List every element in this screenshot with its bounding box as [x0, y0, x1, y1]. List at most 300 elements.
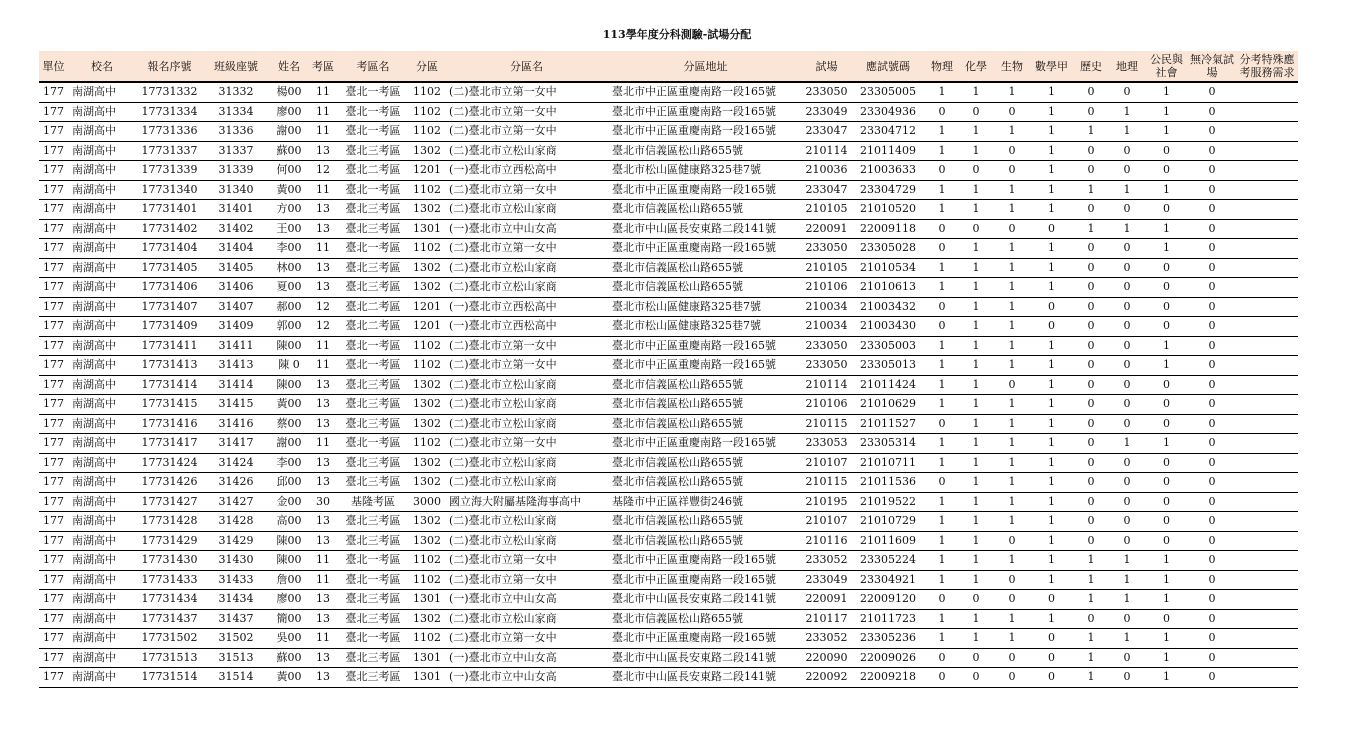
table-row [39, 609, 1298, 629]
cell-chemistry: 0 [958, 102, 994, 122]
cell-biology: 0 [994, 161, 1030, 181]
cell-math-a: 0 [1030, 297, 1073, 317]
cell-sub-area-name: (一)臺北市立中山女高 [445, 219, 608, 239]
cell-biology: 1 [994, 200, 1030, 220]
cell-biology: 0 [994, 590, 1030, 610]
cell-exam-area-name: 臺北一考區 [337, 356, 409, 376]
cell-history: 1 [1073, 668, 1109, 688]
cell-exam-room: 210105 [803, 200, 850, 220]
cell-history: 0 [1073, 434, 1109, 454]
cell-name: 楊00 [269, 82, 309, 102]
cell-chemistry: 1 [958, 551, 994, 571]
cell-name: 黃00 [269, 668, 309, 688]
cell-exam-area-code: 13 [309, 648, 337, 668]
cell-school: 南湖高中 [68, 356, 136, 376]
cell-reg-no: 17731429 [136, 531, 203, 551]
cell-admission-no: 21011424 [850, 375, 926, 395]
cell-exam-room: 210116 [803, 531, 850, 551]
cell-math-a: 1 [1030, 239, 1073, 259]
cell-class-seat: 31401 [203, 200, 269, 220]
cell-geography: 0 [1109, 668, 1145, 688]
cell-math-a: 1 [1030, 122, 1073, 142]
cell-math-a: 1 [1030, 278, 1073, 298]
cell-unit: 177 [39, 453, 68, 473]
cell-school: 南湖高中 [68, 122, 136, 142]
cell-name: 廖00 [269, 590, 309, 610]
cell-special-service [1236, 161, 1298, 181]
cell-name: 簡00 [269, 609, 309, 629]
cell-admission-no: 23305003 [850, 336, 926, 356]
cell-sub-area-name: (一)臺北市立中山女高 [445, 590, 608, 610]
cell-class-seat: 31405 [203, 258, 269, 278]
cell-biology: 1 [994, 258, 1030, 278]
cell-chemistry: 1 [958, 375, 994, 395]
cell-civics: 1 [1145, 590, 1188, 610]
cell-geography: 0 [1109, 414, 1145, 434]
cell-exam-room: 233052 [803, 629, 850, 649]
table-row [39, 141, 1298, 161]
cell-exam-area-name: 臺北一考區 [337, 180, 409, 200]
cell-sub-area-address: 臺北市中正區重慶南路一段165號 [608, 570, 803, 590]
cell-class-seat: 31433 [203, 570, 269, 590]
cell-special-service [1236, 668, 1298, 688]
cell-unit: 177 [39, 648, 68, 668]
cell-civics: 0 [1145, 414, 1188, 434]
cell-physics: 0 [926, 648, 958, 668]
cell-civics: 0 [1145, 141, 1188, 161]
cell-physics: 1 [926, 141, 958, 161]
cell-special-service [1236, 531, 1298, 551]
cell-physics: 0 [926, 668, 958, 688]
cell-geography: 0 [1109, 375, 1145, 395]
cell-chemistry: 1 [958, 239, 994, 259]
cell-name: 李00 [269, 239, 309, 259]
cell-admission-no: 21011609 [850, 531, 926, 551]
cell-biology: 1 [994, 356, 1030, 376]
cell-physics: 1 [926, 531, 958, 551]
cell-no-ac-room: 0 [1188, 473, 1236, 493]
cell-sub-area-code: 1102 [409, 551, 445, 571]
cell-unit: 177 [39, 512, 68, 532]
cell-sub-area-name: (二)臺北市立第一女中 [445, 82, 608, 102]
cell-unit: 177 [39, 258, 68, 278]
cell-unit: 177 [39, 668, 68, 688]
cell-sub-area-address: 臺北市信義區松山路655號 [608, 531, 803, 551]
cell-unit: 177 [39, 629, 68, 649]
cell-physics: 0 [926, 239, 958, 259]
cell-special-service [1236, 297, 1298, 317]
table-row [39, 531, 1298, 551]
cell-sub-area-code: 1102 [409, 434, 445, 454]
cell-geography: 1 [1109, 570, 1145, 590]
cell-sub-area-code: 1302 [409, 200, 445, 220]
cell-sub-area-name: (二)臺北市立松山家商 [445, 609, 608, 629]
cell-no-ac-room: 0 [1188, 122, 1236, 142]
cell-sub-area-code: 1301 [409, 668, 445, 688]
cell-school: 南湖高中 [68, 668, 136, 688]
cell-math-a: 1 [1030, 492, 1073, 512]
cell-school: 南湖高中 [68, 317, 136, 337]
cell-exam-area-name: 臺北三考區 [337, 141, 409, 161]
cell-sub-area-name: (一)臺北市立中山女高 [445, 648, 608, 668]
cell-civics: 0 [1145, 395, 1188, 415]
cell-unit: 177 [39, 317, 68, 337]
cell-reg-no: 17731339 [136, 161, 203, 181]
cell-name: 陳00 [269, 531, 309, 551]
cell-exam-area-name: 臺北一考區 [337, 629, 409, 649]
cell-chemistry: 1 [958, 531, 994, 551]
header-sub-area-address: 分區地址 [608, 51, 803, 82]
cell-biology: 1 [994, 239, 1030, 259]
cell-exam-area-code: 13 [309, 278, 337, 298]
cell-exam-area-name: 臺北一考區 [337, 102, 409, 122]
cell-class-seat: 31513 [203, 648, 269, 668]
cell-geography: 1 [1109, 629, 1145, 649]
cell-sub-area-address: 臺北市中正區重慶南路一段165號 [608, 336, 803, 356]
cell-exam-area-name: 臺北三考區 [337, 668, 409, 688]
cell-school: 南湖高中 [68, 180, 136, 200]
table-row [39, 629, 1298, 649]
cell-unit: 177 [39, 161, 68, 181]
cell-sub-area-code: 3000 [409, 492, 445, 512]
cell-unit: 177 [39, 239, 68, 259]
cell-special-service [1236, 141, 1298, 161]
cell-civics: 0 [1145, 512, 1188, 532]
cell-math-a: 1 [1030, 395, 1073, 415]
header-history: 歷史 [1073, 51, 1109, 82]
cell-unit: 177 [39, 531, 68, 551]
cell-sub-area-address: 臺北市信義區松山路655號 [608, 414, 803, 434]
cell-sub-area-address: 臺北市中正區重慶南路一段165號 [608, 629, 803, 649]
cell-math-a: 0 [1030, 317, 1073, 337]
header-civics: 公民與社會 [1145, 51, 1188, 82]
cell-sub-area-address: 臺北市中正區重慶南路一段165號 [608, 434, 803, 454]
table-row [39, 161, 1298, 181]
cell-chemistry: 1 [958, 609, 994, 629]
cell-civics: 1 [1145, 180, 1188, 200]
cell-class-seat: 31411 [203, 336, 269, 356]
cell-sub-area-address: 臺北市中正區重慶南路一段165號 [608, 356, 803, 376]
cell-math-a: 1 [1030, 570, 1073, 590]
cell-sub-area-name: (二)臺北市立第一女中 [445, 629, 608, 649]
cell-geography: 0 [1109, 453, 1145, 473]
cell-chemistry: 1 [958, 297, 994, 317]
cell-civics: 0 [1145, 297, 1188, 317]
cell-no-ac-room: 0 [1188, 297, 1236, 317]
cell-math-a: 0 [1030, 219, 1073, 239]
cell-school: 南湖高中 [68, 609, 136, 629]
cell-exam-area-name: 臺北三考區 [337, 395, 409, 415]
cell-geography: 1 [1109, 551, 1145, 571]
cell-unit: 177 [39, 375, 68, 395]
cell-school: 南湖高中 [68, 648, 136, 668]
table-row [39, 453, 1298, 473]
cell-exam-area-code: 11 [309, 336, 337, 356]
header-no-ac-room: 無冷氣試場 [1188, 51, 1236, 82]
cell-exam-area-code: 13 [309, 473, 337, 493]
cell-sub-area-address: 臺北市中山區長安東路二段141號 [608, 590, 803, 610]
cell-sub-area-code: 1102 [409, 570, 445, 590]
cell-physics: 0 [926, 161, 958, 181]
cell-exam-room: 210106 [803, 395, 850, 415]
cell-sub-area-name: (二)臺北市立第一女中 [445, 102, 608, 122]
cell-geography: 0 [1109, 200, 1145, 220]
cell-math-a: 1 [1030, 609, 1073, 629]
cell-sub-area-address: 臺北市中山區長安東路二段141號 [608, 648, 803, 668]
cell-civics: 1 [1145, 356, 1188, 376]
table-row [39, 668, 1298, 688]
cell-special-service [1236, 473, 1298, 493]
cell-exam-room: 210114 [803, 141, 850, 161]
cell-no-ac-room: 0 [1188, 278, 1236, 298]
cell-history: 0 [1073, 278, 1109, 298]
cell-chemistry: 0 [958, 161, 994, 181]
cell-chemistry: 1 [958, 141, 994, 161]
header-school: 校名 [68, 51, 136, 82]
cell-geography: 0 [1109, 356, 1145, 376]
cell-no-ac-room: 0 [1188, 648, 1236, 668]
cell-geography: 1 [1109, 180, 1145, 200]
cell-name: 謝00 [269, 434, 309, 454]
cell-chemistry: 1 [958, 356, 994, 376]
cell-name: 夏00 [269, 278, 309, 298]
cell-admission-no: 21010613 [850, 278, 926, 298]
table-row [39, 102, 1298, 122]
cell-special-service [1236, 590, 1298, 610]
cell-physics: 1 [926, 570, 958, 590]
header-unit: 單位 [39, 51, 68, 82]
cell-class-seat: 31434 [203, 590, 269, 610]
cell-exam-room: 220091 [803, 219, 850, 239]
cell-exam-room: 233052 [803, 551, 850, 571]
cell-name: 陳00 [269, 551, 309, 571]
cell-exam-area-code: 11 [309, 570, 337, 590]
cell-class-seat: 31407 [203, 297, 269, 317]
cell-biology: 0 [994, 668, 1030, 688]
cell-civics: 1 [1145, 629, 1188, 649]
header-geography: 地理 [1109, 51, 1145, 82]
cell-special-service [1236, 82, 1298, 102]
cell-civics: 1 [1145, 102, 1188, 122]
cell-chemistry: 1 [958, 453, 994, 473]
table-row [39, 180, 1298, 200]
cell-admission-no: 23304936 [850, 102, 926, 122]
cell-civics: 0 [1145, 531, 1188, 551]
cell-math-a: 1 [1030, 102, 1073, 122]
cell-math-a: 1 [1030, 200, 1073, 220]
cell-exam-area-code: 11 [309, 102, 337, 122]
cell-biology: 1 [994, 453, 1030, 473]
cell-reg-no: 17731428 [136, 512, 203, 532]
exam-seating-table [39, 51, 1298, 688]
cell-reg-no: 17731414 [136, 375, 203, 395]
cell-special-service [1236, 453, 1298, 473]
cell-exam-area-name: 臺北一考區 [337, 122, 409, 142]
cell-math-a: 0 [1030, 629, 1073, 649]
cell-no-ac-room: 0 [1188, 200, 1236, 220]
cell-physics: 1 [926, 356, 958, 376]
cell-reg-no: 17731332 [136, 82, 203, 102]
cell-physics: 1 [926, 278, 958, 298]
cell-no-ac-room: 0 [1188, 395, 1236, 415]
cell-geography: 0 [1109, 492, 1145, 512]
cell-math-a: 1 [1030, 473, 1073, 493]
cell-sub-area-address: 臺北市信義區松山路655號 [608, 375, 803, 395]
cell-history: 0 [1073, 239, 1109, 259]
cell-physics: 1 [926, 82, 958, 102]
cell-no-ac-room: 0 [1188, 453, 1236, 473]
cell-no-ac-room: 0 [1188, 609, 1236, 629]
cell-sub-area-address: 臺北市松山區健康路325巷7號 [608, 317, 803, 337]
cell-chemistry: 0 [958, 219, 994, 239]
cell-civics: 1 [1145, 648, 1188, 668]
cell-special-service [1236, 414, 1298, 434]
cell-admission-no: 21003633 [850, 161, 926, 181]
cell-sub-area-code: 1301 [409, 219, 445, 239]
cell-no-ac-room: 0 [1188, 102, 1236, 122]
cell-class-seat: 31430 [203, 551, 269, 571]
cell-sub-area-address: 基隆市中正區祥豐街246號 [608, 492, 803, 512]
cell-biology: 0 [994, 219, 1030, 239]
cell-sub-area-code: 1102 [409, 122, 445, 142]
cell-exam-area-name: 臺北三考區 [337, 512, 409, 532]
header-biology: 生物 [994, 51, 1030, 82]
cell-sub-area-code: 1201 [409, 317, 445, 337]
cell-biology: 1 [994, 278, 1030, 298]
cell-reg-no: 17731336 [136, 122, 203, 142]
cell-geography: 1 [1109, 122, 1145, 142]
cell-reg-no: 17731514 [136, 668, 203, 688]
cell-civics: 0 [1145, 375, 1188, 395]
cell-sub-area-code: 1102 [409, 629, 445, 649]
cell-sub-area-address: 臺北市中正區重慶南路一段165號 [608, 102, 803, 122]
cell-exam-area-code: 13 [309, 375, 337, 395]
cell-exam-room: 233050 [803, 356, 850, 376]
cell-no-ac-room: 0 [1188, 239, 1236, 259]
cell-biology: 1 [994, 629, 1030, 649]
cell-sub-area-code: 1302 [409, 512, 445, 532]
cell-exam-room: 210114 [803, 375, 850, 395]
cell-exam-area-code: 11 [309, 356, 337, 376]
cell-sub-area-code: 1201 [409, 161, 445, 181]
cell-unit: 177 [39, 356, 68, 376]
cell-civics: 0 [1145, 609, 1188, 629]
cell-admission-no: 21011527 [850, 414, 926, 434]
cell-biology: 1 [994, 297, 1030, 317]
cell-sub-area-name: (二)臺北市立第一女中 [445, 356, 608, 376]
cell-sub-area-name: (二)臺北市立第一女中 [445, 239, 608, 259]
header-sub-area-name: 分區名 [445, 51, 608, 82]
cell-civics: 1 [1145, 82, 1188, 102]
cell-sub-area-code: 1102 [409, 180, 445, 200]
cell-name: 王00 [269, 219, 309, 239]
cell-name: 方00 [269, 200, 309, 220]
cell-exam-area-name: 臺北三考區 [337, 453, 409, 473]
cell-name: 吳00 [269, 629, 309, 649]
cell-exam-room: 210107 [803, 453, 850, 473]
cell-class-seat: 31339 [203, 161, 269, 181]
cell-sub-area-name: (二)臺北市立第一女中 [445, 336, 608, 356]
cell-reg-no: 17731407 [136, 297, 203, 317]
cell-no-ac-room: 0 [1188, 336, 1236, 356]
cell-physics: 0 [926, 297, 958, 317]
cell-unit: 177 [39, 590, 68, 610]
cell-exam-room: 233050 [803, 82, 850, 102]
cell-math-a: 1 [1030, 336, 1073, 356]
cell-name: 陳00 [269, 336, 309, 356]
cell-sub-area-code: 1201 [409, 297, 445, 317]
cell-class-seat: 31437 [203, 609, 269, 629]
cell-unit: 177 [39, 336, 68, 356]
cell-history: 0 [1073, 82, 1109, 102]
cell-sub-area-code: 1302 [409, 395, 445, 415]
cell-special-service [1236, 570, 1298, 590]
cell-exam-area-code: 11 [309, 551, 337, 571]
cell-geography: 0 [1109, 82, 1145, 102]
cell-class-seat: 31409 [203, 317, 269, 337]
cell-unit: 177 [39, 102, 68, 122]
cell-exam-room: 210115 [803, 414, 850, 434]
cell-admission-no: 23304921 [850, 570, 926, 590]
cell-reg-no: 17731426 [136, 473, 203, 493]
cell-biology: 0 [994, 102, 1030, 122]
cell-exam-area-name: 臺北三考區 [337, 609, 409, 629]
cell-civics: 1 [1145, 668, 1188, 688]
table-header-row [39, 51, 1298, 82]
cell-school: 南湖高中 [68, 200, 136, 220]
table-row [39, 239, 1298, 259]
cell-history: 1 [1073, 122, 1109, 142]
cell-special-service [1236, 239, 1298, 259]
cell-name: 陳00 [269, 375, 309, 395]
cell-civics: 0 [1145, 278, 1188, 298]
cell-class-seat: 31429 [203, 531, 269, 551]
cell-biology: 1 [994, 551, 1030, 571]
cell-unit: 177 [39, 219, 68, 239]
cell-history: 0 [1073, 258, 1109, 278]
cell-chemistry: 1 [958, 336, 994, 356]
header-physics: 物理 [926, 51, 958, 82]
cell-exam-area-name: 臺北三考區 [337, 414, 409, 434]
cell-name: 黃00 [269, 395, 309, 415]
cell-sub-area-name: (一)臺北市立中山女高 [445, 668, 608, 688]
cell-exam-room: 210117 [803, 609, 850, 629]
cell-exam-room: 233053 [803, 434, 850, 454]
cell-no-ac-room: 0 [1188, 512, 1236, 532]
cell-reg-no: 17731337 [136, 141, 203, 161]
cell-civics: 1 [1145, 219, 1188, 239]
cell-civics: 0 [1145, 453, 1188, 473]
cell-class-seat: 31417 [203, 434, 269, 454]
cell-special-service [1236, 219, 1298, 239]
cell-chemistry: 1 [958, 258, 994, 278]
cell-physics: 0 [926, 317, 958, 337]
cell-sub-area-name: (二)臺北市立松山家商 [445, 414, 608, 434]
cell-no-ac-room: 0 [1188, 629, 1236, 649]
cell-exam-area-name: 臺北三考區 [337, 219, 409, 239]
cell-geography: 0 [1109, 336, 1145, 356]
cell-exam-area-name: 臺北三考區 [337, 648, 409, 668]
cell-history: 0 [1073, 317, 1109, 337]
cell-chemistry: 1 [958, 434, 994, 454]
cell-school: 南湖高中 [68, 395, 136, 415]
cell-special-service [1236, 375, 1298, 395]
cell-unit: 177 [39, 82, 68, 102]
cell-class-seat: 31332 [203, 82, 269, 102]
cell-school: 南湖高中 [68, 629, 136, 649]
cell-special-service [1236, 122, 1298, 142]
cell-admission-no: 23305314 [850, 434, 926, 454]
